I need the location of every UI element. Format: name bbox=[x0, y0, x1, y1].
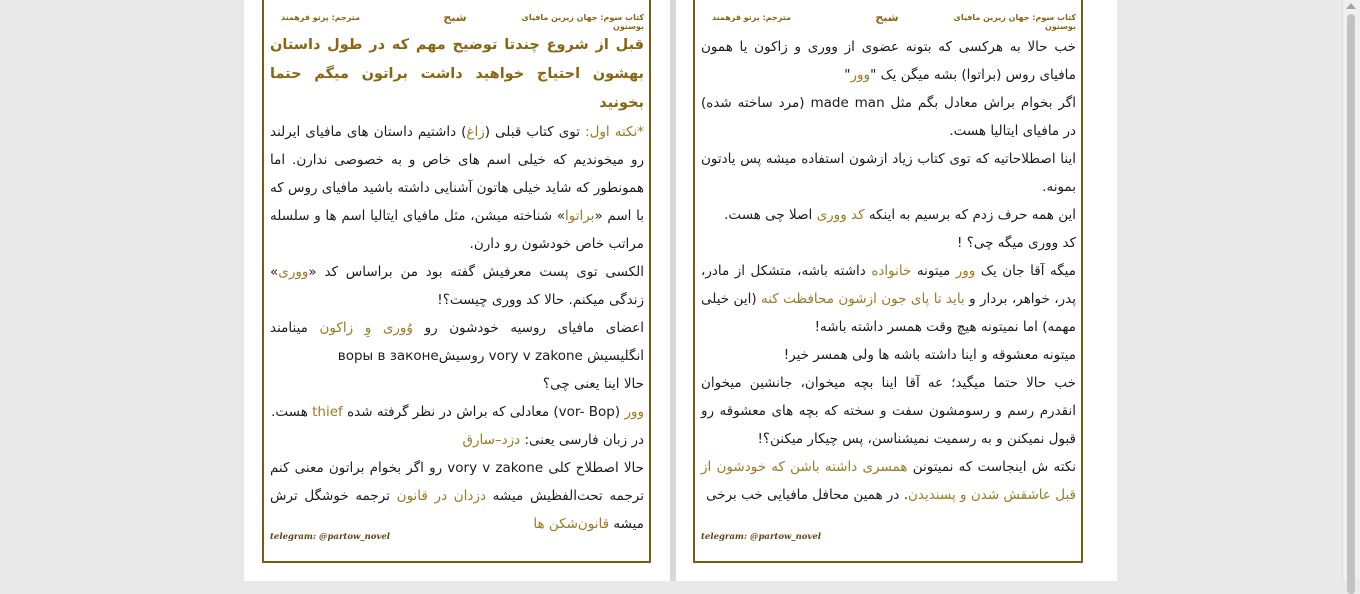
text-run: اصلا چی هست. bbox=[724, 207, 817, 223]
text-run: ترجمه خوشگل ترش میشه bbox=[270, 488, 644, 532]
paragraph bbox=[701, 33, 1076, 89]
highlighted-term: دزدان در قانون bbox=[396, 488, 486, 504]
text-run: خب حالا به هرکسی که بتونه عضوی از ووری و زاکون یا همون مافیای روس (براتوا) بشه میگن یک " bbox=[701, 39, 1076, 83]
highlighted-term: خانواده bbox=[871, 263, 912, 279]
footer-telegram-handle: telegram: @partow_novel bbox=[701, 532, 822, 542]
text-run: کد ووری میگه چی؟ ! bbox=[957, 235, 1076, 251]
highlighted-term: وور bbox=[955, 263, 976, 279]
highlighted-term: زاغ bbox=[466, 124, 485, 140]
header-novel-title: شبح bbox=[443, 11, 467, 24]
text-run: اعضای مافیای روسیه خودشون رو bbox=[412, 320, 644, 336]
text-run: توی کتاب قبلی ( bbox=[484, 124, 586, 140]
page-body-text bbox=[701, 33, 1076, 509]
paragraph bbox=[701, 145, 1076, 201]
paragraph bbox=[270, 370, 644, 398]
text-run: میگه آقا جان یک bbox=[975, 263, 1076, 279]
text-run: میتونه bbox=[911, 263, 956, 279]
scrollbar-thumb[interactable] bbox=[1347, 14, 1355, 594]
highlighted-term: براتوا bbox=[564, 208, 595, 224]
highlighted-term: کد ووری bbox=[816, 207, 865, 223]
text-run: مینامند انگلیسیش vory v zakone روسیشворы в законе bbox=[270, 320, 644, 364]
paragraph bbox=[270, 454, 644, 538]
highlighted-term: وُوری وِ زاکون bbox=[319, 320, 413, 336]
header-book-title: کتاب سوم: جهان زیرین مافیای بوستون bbox=[521, 13, 644, 31]
paragraph bbox=[270, 426, 644, 454]
header-novel-title: شبح bbox=[875, 11, 899, 24]
text-run: حالا اصطلاح کلی vory v zakone رو اگر بخوام براتون معنی کنم ترجمه تحت‌الفظیش میشه bbox=[270, 460, 644, 504]
viewer-background-left bbox=[0, 0, 244, 581]
intro-heading: قبل از شروع چندتا توضیح مهم که در طول داستان بهشون احتیاج خواهید داشت براتون میگم حتما بخونید bbox=[270, 37, 644, 111]
paragraph bbox=[270, 398, 644, 426]
text-run: حالا اینا یعنی چی؟ bbox=[542, 376, 644, 392]
page-body-text bbox=[270, 31, 644, 538]
text-run: . در همین محافل مافیایی خب برخی bbox=[706, 487, 908, 503]
text-run: این همه حرف زدم که برسیم به اینکه bbox=[864, 207, 1076, 223]
scroll-up-arrow-icon[interactable] bbox=[1346, 3, 1356, 9]
paragraph bbox=[701, 453, 1076, 509]
paragraph bbox=[701, 89, 1076, 145]
highlighted-term: قانون‌شکن ها bbox=[533, 516, 610, 532]
paragraph bbox=[701, 201, 1076, 229]
text-run: خب حالا حتما میگید؛ عه آقا اینا بچه میخوان، جانشین میخوان انقدرم رسم و رسومشون سفت و سخته که بچه های معشوقه رو قبول نمیکنن و به رسمیت نمیشناسن، پس چیکار میکنن؟! bbox=[701, 375, 1076, 447]
highlighted-term: دزد–سارق bbox=[462, 432, 521, 448]
paragraph-list bbox=[270, 118, 644, 538]
header-translator: مترجم: پرتو فرهمند bbox=[711, 13, 791, 22]
paragraph bbox=[701, 341, 1076, 369]
highlighted-term: وور bbox=[850, 67, 871, 83]
viewer-background-right bbox=[1117, 0, 1360, 581]
text-run: » زندگی میکنم. حالا کد ووری چیست؟! bbox=[270, 264, 644, 308]
text-run: در زبان فارسی یعنی: bbox=[520, 432, 644, 448]
paragraph bbox=[701, 257, 1076, 341]
text-run: هست. bbox=[271, 404, 313, 420]
highlighted-term: *نکته اول: bbox=[585, 124, 644, 140]
paragraph bbox=[270, 118, 644, 258]
text-run: (این خیلی مهمه) اما نمیتونه هیچ وقت همسر داشته باشه! bbox=[701, 291, 1076, 335]
text-run: » شناخته میشن، مثل مافیای ایتالیا اسم ها و سلسله مراتب خاص خودشون رو دارن. bbox=[270, 208, 644, 252]
paragraph bbox=[701, 369, 1076, 453]
paragraph bbox=[270, 258, 644, 314]
footer-telegram-handle: telegram: @partow_novel bbox=[270, 532, 391, 542]
text-run: " bbox=[844, 67, 851, 83]
text-run: اینا اصطلاحاتیه که توی کتاب زیاد ازشون استفاده میشه پس یادتون بمونه. bbox=[701, 151, 1076, 195]
highlighted-term: وور bbox=[624, 404, 644, 420]
highlighted-term: همسری داشته باشن که خودشون از قبل عاشقش شدن و پسندیدن bbox=[701, 459, 1076, 503]
text-run: ) داشتیم داستان های مافیای ایرلند رو میخوندیم که خیلی اسم های خاص و به خصوصی ندارن. اما همونطور که شاید خیلی هاتون آشنایی داشته باشید مافیای روس که با اسم « bbox=[270, 124, 644, 224]
text-run: الکسی توی پست معرفیش گفته بود من براساس کد « bbox=[308, 264, 644, 280]
text-run: میتونه معشوقه و اینا داشته باشه ها ولی همسر خیر! bbox=[783, 347, 1076, 363]
highlighted-term: ووری bbox=[278, 264, 309, 280]
paragraph bbox=[270, 314, 644, 370]
paragraph-list bbox=[701, 33, 1076, 509]
highlighted-term: باید تا پای جون ازشون محافظت کنه bbox=[761, 291, 965, 307]
text-run: داشته باشه، متشکل از مادر، پدر، خواهر، بردار و bbox=[701, 263, 1076, 307]
text-run: اگر بخوام براش معادل بگم مثل made man (مرد ساخته شده) در مافیای ایتالیا هست. bbox=[701, 95, 1076, 139]
paragraph bbox=[701, 229, 1076, 257]
header-book-title: کتاب سوم: جهان زیرین مافیای بوستون bbox=[953, 13, 1076, 31]
text-run: (vor- Bop) معادلی که براش در نظر گرفته شده bbox=[342, 404, 625, 420]
header-translator: مترجم: پرتو فرهمند bbox=[280, 13, 360, 22]
text-run: نکته ش اینجاست که نمیتونن bbox=[907, 459, 1076, 475]
highlighted-term: thief bbox=[312, 404, 343, 420]
